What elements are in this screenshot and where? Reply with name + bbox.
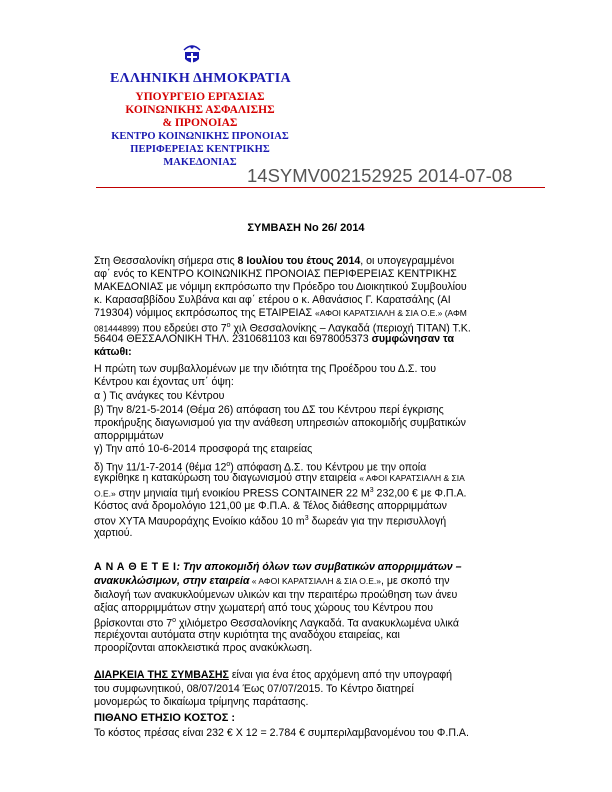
- cost-heading: ΠΙΘΑΝΟ ΕΤΗΣΙΟ ΚΟΣΤΟΣ :: [94, 712, 236, 724]
- item-d-line-3: Ο.Ε.» στην μηνιαία τιμή ενοικίου PRESS CONTAINER 22 $M^3$ 232,00 € με Φ.Π.Α.: [94, 487, 467, 500]
- intro-line-7: 56404 ΘΕΣΣΑΛΟΝΙΚΗ ΤΗΛ. 2310681103 και 6978005373 συμφώνησαν τα: [94, 333, 454, 345]
- award-line-2: ανακυκλώσιμων, στην εταιρεία « ΑΦΟΙ ΚΑΡΑΤΣΙΑΛΗ & ΣΙΑ Ο.Ε.», με σκοπό την: [94, 575, 450, 587]
- intro-line-8: κάτωθι:: [94, 346, 132, 358]
- award-line-6: περιέχονται αυτόματα στην κυριότητα της αναδόχου εταιρείας, και: [94, 629, 400, 641]
- award-line-3: διαλογή των ανακυκλούμενων υλικών και την περαιτέρω προώθηση των άνευ: [94, 589, 458, 601]
- item-a: α ) Τις ανάγκες του Κέντρου: [94, 390, 225, 402]
- intro-line-2: αφ΄ ενός το ΚΕΝΤΡΟ ΚΟΙΝΩΝΙΚΗΣ ΠΡΟΝΟΙΑΣ ΠΕΡΙΦΕΡΕΙΑΣ ΚΕΝΤΡΙΚΗΣ: [94, 268, 457, 280]
- ministry-line-1: ΥΠΟΥΡΓΕΙΟ ΕΡΓΑΣΙΑΣ: [135, 91, 265, 103]
- item-b-line-1: β) Την 8/21-5-2014 (Θέμα 26) απόφαση του ΔΣ του Κέντρου περί έγκρισης: [94, 404, 444, 416]
- intro-line-3: ΜΑΚΕΔΟΝΙΑΣ με νόμιμη εκπρόσωπο την Πρόεδρο του Διοικητικού Συμβουλίου: [94, 281, 467, 293]
- body-line-2: Κέντρου και έχοντας υπ΄ όψη:: [94, 376, 234, 388]
- award-line-1: Α Ν Α Θ Ε Τ Ε Ι: Την αποκομιδή όλων των συμβατικών απορριμμάτων –: [94, 561, 462, 573]
- intro-line-5: 719304) νόμιμος εκπρόσωπος της ΕΤΑΙΡΕΙΑΣ «ΑΦΟΙ ΚΑΡΑΤΣΙΑΛΗ & ΣΙΑ Ο.Ε.» (ΑΦΜ: [94, 307, 467, 319]
- item-d-line-2: εγκρίθηκε η κατακύρωση του διαγωνισμού στην εταιρεία « ΑΦΟΙ ΚΑΡΑΤΣΙΑΛΗ & ΣΙΑ: [94, 472, 465, 484]
- duration-line-2: του συμφωνητικού, 08/07/2014 Έως 07/07/2015. Το Κέντρο διατηρεί: [94, 683, 414, 695]
- item-d-line-1: δ) Την 11/1-7-2014 (θέμα $12^o$) απόφαση Δ.Σ. του Κέντρου με την οποία: [94, 461, 427, 474]
- body-line-1: Η πρώτη των συμβαλλομένων με την ιδιότητα της Προέδρου του Δ.Σ. του: [94, 363, 437, 375]
- item-d-line-4: Κόστος ανά δρομολόγιο 121,00 με Φ.Π.Α. & Τέλος διάθεσης απορριμμάτων: [94, 500, 447, 512]
- centre-line-3: ΜΑΚΕΔΟΝΙΑΣ: [163, 157, 237, 168]
- centre-line-1: ΚΕΝΤΡΟ ΚΟΙΝΩΝΙΚΗΣ ΠΡΟΝΟΙΑΣ: [111, 131, 289, 142]
- ada-stamp: 14SYMV002152925 2014-07-08: [247, 165, 513, 186]
- duration-line-1: ΔΙΑΡΚΕΙΑ ΤΗΣ ΣΥΜΒΑΣΗΣ είναι για ένα έτος αρχόμενη από την υπογραφή: [94, 669, 453, 681]
- duration-line-3: μονομερώς το δικαίωμα τρίμηνης παράτασης.: [94, 696, 309, 708]
- intro-line-4: κ. Καρασαββίδου Συλβάνα και αφ΄ ετέρου ο κ. Αθανάσιος Γ. Καρατσάλης (ΑΙ: [94, 294, 451, 306]
- ministry-line-3: & ΠΡΟΝΟΙΑΣ: [162, 117, 238, 129]
- item-b-line-3: απορριμμάτων: [94, 430, 164, 442]
- cost-line: Το κόστος πρέσας είναι 232 € Χ 12 = 2.784 € συμπεριλαμβανομένου του Φ.Π.Α.: [94, 727, 469, 739]
- greek-emblem-icon: [181, 42, 203, 68]
- country-heading: ΕΛΛΗΝΙΚΗ ΔΗΜΟΚΡΑΤΙΑ: [110, 71, 291, 86]
- award-line-4: αξίας απορριμμάτων στην χωματερή από τους χώρους του Κέντρου που: [94, 602, 434, 614]
- item-d-line-5: στον ΧΥΤΑ Μαυροράχης Ενοίκιο κάδου 10 $m^3$ δωρεάν για την περισυλλογή: [94, 515, 447, 528]
- ministry-line-2: ΚΟΙΝΩΝΙΚΗΣ ΑΣΦΑΛΙΣΗΣ: [125, 104, 275, 116]
- item-g: γ) Την από 10-6-2014 προσφορά της εταιρείας: [94, 443, 313, 455]
- award-line-5: βρίσκονται στο $7^o$ χιλιόμετρο Θεσσαλονίκης Λαγκαδά. Τα ανακυκλωμένα υλικά: [94, 617, 459, 630]
- header-divider: [96, 187, 545, 188]
- contract-title: ΣΥΜΒΑΣΗ Νο 26/ 2014: [247, 222, 365, 234]
- item-d-line-6: χαρτιού.: [94, 527, 133, 539]
- intro-line-6: 081444899) που εδρεύει στο $7^o$ χιλ Θεσσαλονίκης – Λαγκαδά (περιοχή ΤΙΤΑΝ) Τ.Κ.: [94, 322, 471, 335]
- award-line-7: προορίζονται αποκλειστικά προς ανακύκλωση.: [94, 642, 313, 654]
- centre-line-2: ΠΕΡΙΦΕΡΕΙΑΣ ΚΕΝΤΡΙΚΗΣ: [130, 144, 270, 155]
- intro-line-1: Στη Θεσσαλονίκη σήμερα στις 8 Ιουλίου του έτους 2014, οι υπογεγραμμένοι: [94, 255, 455, 267]
- item-b-line-2: προκήρυξης διαγωνισμού για την ανάθεση υπηρεσιών αποκομιδής συμβατικών: [94, 417, 466, 429]
